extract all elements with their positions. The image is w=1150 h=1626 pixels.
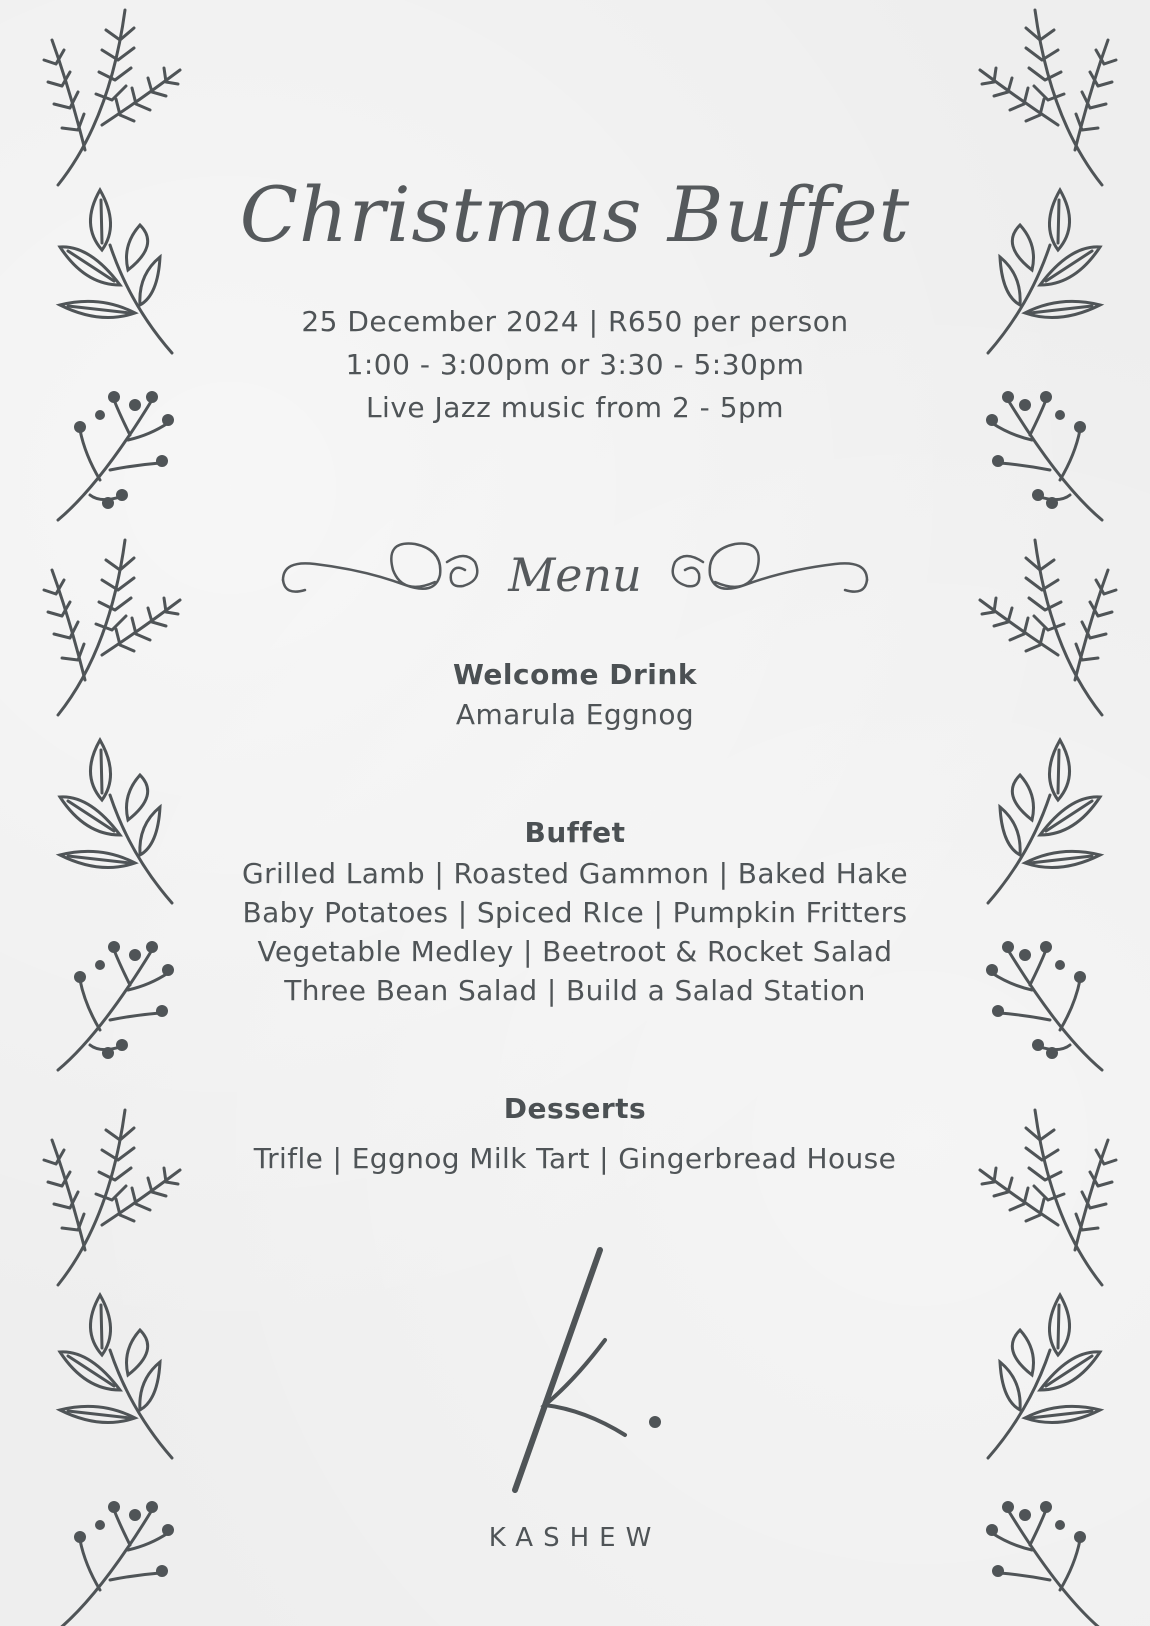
flourish-icon	[660, 530, 875, 620]
pine-sprig-icon	[970, 0, 1120, 190]
leaf-sprig-icon	[970, 1290, 1120, 1465]
event-times: 1:00 - 3:00pm or 3:30 - 5:30pm	[345, 348, 805, 381]
welcome-drink-heading: Welcome Drink	[453, 658, 697, 691]
buffet-line: Grilled Lamb | Roasted Gammon | Baked Hake	[242, 857, 908, 890]
berry-sprig-icon	[40, 1495, 190, 1626]
kashew-logo-mark	[465, 1240, 685, 1500]
page-title: Christmas Buffet	[239, 170, 911, 259]
menu-heading-row	[275, 530, 875, 620]
pine-sprig-icon	[40, 1100, 190, 1290]
pine-sprig-icon	[970, 530, 1120, 720]
pine-sprig-icon	[970, 1100, 1120, 1290]
desserts-heading: Desserts	[503, 1092, 647, 1125]
brand-name: KASHEW	[488, 1523, 662, 1553]
buffet-heading: Buffet	[524, 816, 626, 849]
event-date-price: 25 December 2024 | R650 per person	[301, 305, 849, 338]
pine-sprig-icon	[40, 0, 190, 190]
event-music: Live Jazz music from 2 - 5pm	[365, 391, 785, 424]
pine-sprig-icon	[40, 530, 190, 720]
welcome-drink-item: Amarula Eggnog	[455, 698, 695, 731]
desserts-line: Trifle | Eggnog Milk Tart | Gingerbread House	[253, 1142, 897, 1175]
menu-heading: Menu	[508, 548, 642, 602]
berry-sprig-icon	[970, 1495, 1120, 1626]
buffet-line: Three Bean Salad | Build a Salad Station	[284, 974, 866, 1007]
buffet-line: Baby Potatoes | Spiced RIce | Pumpkin Fritters	[242, 896, 908, 929]
buffet-line: Vegetable Medley | Beetroot & Rocket Salad	[257, 935, 893, 968]
leaf-sprig-icon	[40, 1290, 190, 1465]
